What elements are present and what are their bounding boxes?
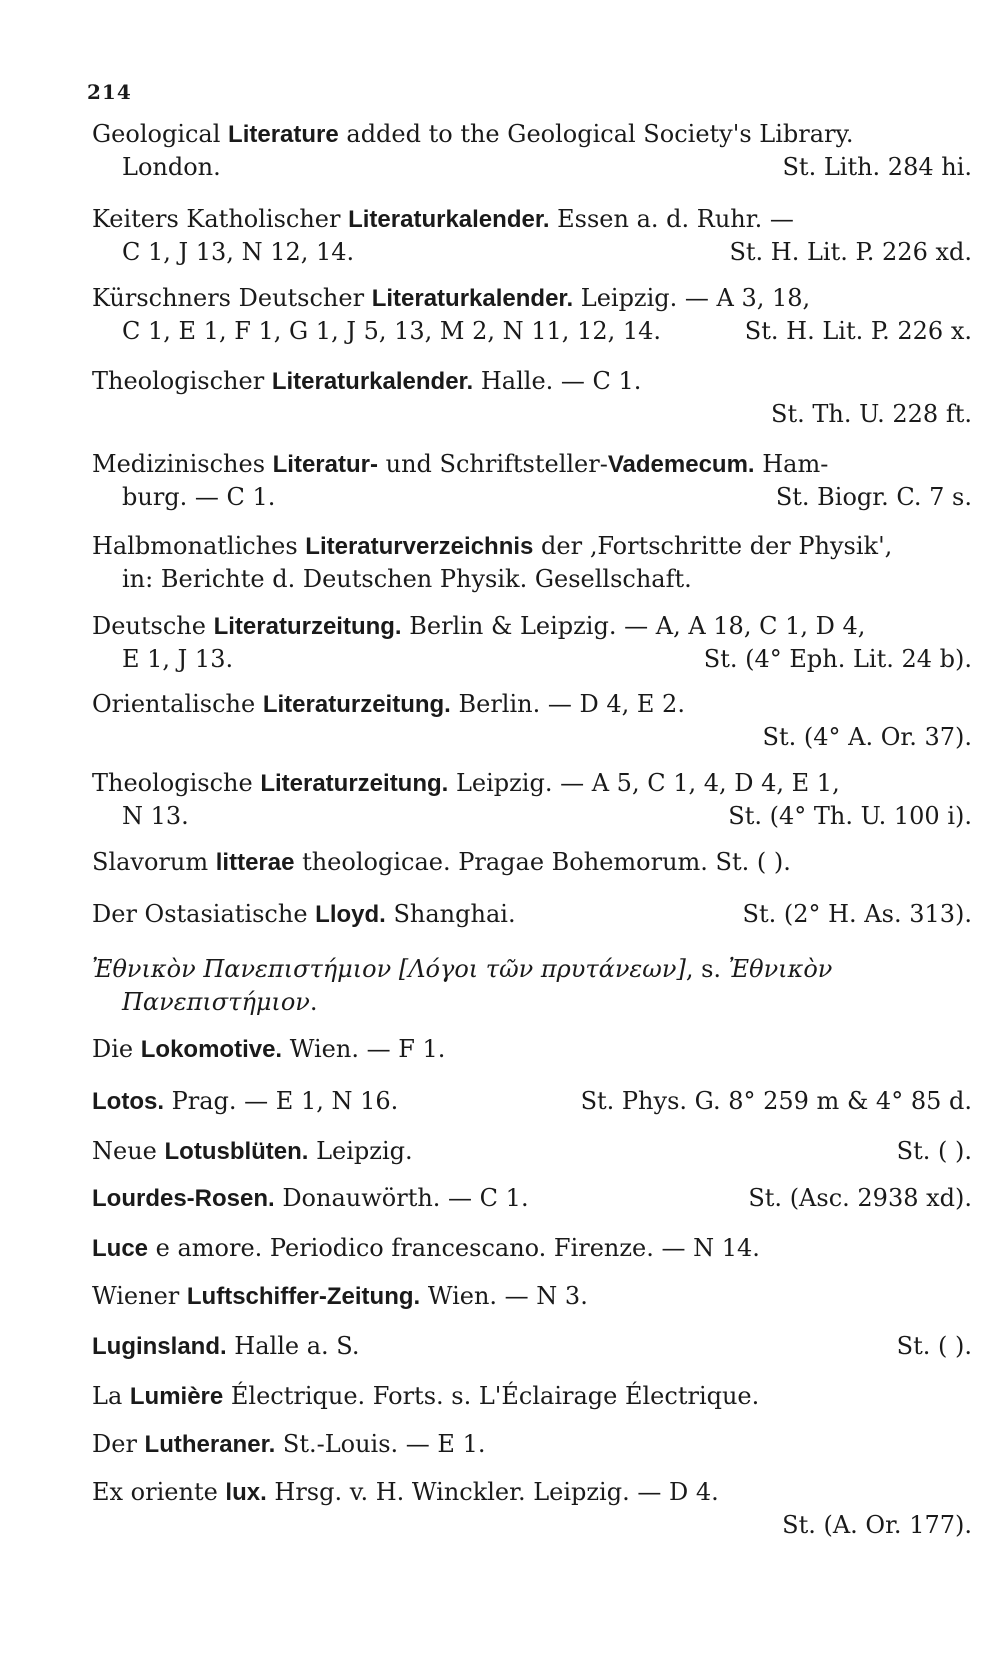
bibliography-entry: [92, 1476, 972, 1542]
entry-text: und Schriftsteller-: [377, 450, 608, 478]
bibliography-entry: [92, 767, 972, 833]
entry-text: der ‚Fortschritte der Physik',: [533, 532, 893, 560]
entry-first-line: [92, 203, 972, 236]
shelf-mark: St. ( ).: [896, 1137, 972, 1165]
entry-keyword: Literaturzeitung.: [213, 613, 402, 640]
entry-keyword: Lokomotive.: [140, 1036, 283, 1063]
entry-first-line: [92, 118, 972, 151]
entry-text: Neue: [92, 1137, 165, 1165]
entry-text: burg. — C 1.: [122, 483, 276, 511]
entry-text: theologicae. Pragae Bohemorum. St. ( ).: [294, 848, 791, 876]
shelf-mark: St. (4° A. Or. 37).: [762, 723, 972, 751]
entry-first-line: [92, 846, 972, 879]
shelf-mark: St. (Asc. 2938 xd).: [748, 1184, 972, 1212]
entry-text: Leipzig.: [308, 1137, 413, 1165]
entry-text: La: [92, 1382, 130, 1410]
entry-keyword: Lourdes-Rosen.: [92, 1185, 275, 1212]
entry-keyword: Literaturverzeichnis: [305, 533, 534, 560]
entry-keyword: Lotos.: [92, 1088, 164, 1115]
bibliography-entry: [92, 1330, 972, 1363]
entry-text: Wien. — F 1.: [282, 1035, 446, 1063]
entry-first-line: [92, 610, 972, 643]
entry-text: London.: [122, 153, 221, 181]
shelf-mark: St. Biogr. C. 7 s.: [775, 483, 972, 511]
entry-first-line: [92, 1232, 972, 1265]
shelf-mark: St. Phys. G. 8° 259 m & 4° 85 d.: [580, 1087, 972, 1115]
entry-keyword: Literaturzeitung.: [260, 770, 449, 797]
entry-continuation-line: [92, 800, 972, 833]
bibliography-entry: [92, 953, 972, 1019]
entry-text: Ham-: [754, 450, 829, 478]
bibliography-entry: [92, 846, 972, 879]
entry-text: Theologischer: [92, 367, 272, 395]
entry-text: Keiters Katholischer: [92, 205, 349, 233]
entry-text: Slavorum: [92, 848, 216, 876]
bibliography-entry: [92, 365, 972, 431]
shelf-mark: St. (A. Or. 177).: [782, 1511, 972, 1539]
entry-text: Halbmonatliches: [92, 532, 306, 560]
entry-continuation-line: [92, 563, 972, 596]
entry-text: Der: [92, 1430, 145, 1458]
entry-first-line: [92, 953, 972, 986]
entry-first-line: [92, 1033, 972, 1066]
entry-text: .: [309, 988, 318, 1016]
entry-text: Deutsche: [92, 612, 214, 640]
entry-continuation-line: [92, 721, 972, 754]
entry-continuation-line: [92, 398, 972, 431]
entry-first-line: [92, 1085, 972, 1118]
entry-continuation-line: [92, 315, 972, 348]
bibliography-entry: [92, 1135, 972, 1168]
entry-text: Électrique. Forts. s. L'Éclairage Électrique.: [223, 1382, 760, 1410]
entry-keyword: Literature: [228, 121, 339, 148]
entry-text: Donauwörth. — C 1.: [274, 1184, 529, 1212]
entry-text: Kürschners Deutscher: [92, 284, 372, 312]
shelf-mark: St. H. Lit. P. 226 xd.: [729, 238, 972, 266]
entry-first-line: [92, 448, 972, 481]
entry-text: Hrsg. v. H. Winckler. Leipzig. — D 4.: [266, 1478, 719, 1506]
entry-continuation-line: [92, 1509, 972, 1542]
entry-text: Leipzig. — A 5, C 1, 4, D 4, E 1,: [448, 769, 840, 797]
shelf-mark: St. Lith. 284 hi.: [782, 153, 972, 181]
bibliography-entry: [92, 1380, 972, 1413]
bibliography-entry: [92, 448, 972, 514]
shelf-mark: St. ( ).: [896, 1332, 972, 1360]
entry-keyword: Vademecum.: [607, 451, 755, 478]
shelf-mark: St. (4° Th. U. 100 i).: [728, 802, 972, 830]
entry-keyword: Literaturkalender.: [371, 285, 574, 312]
entry-keyword: Luce: [92, 1235, 149, 1262]
entry-text: Ex oriente: [92, 1478, 226, 1506]
entry-text: Wien. — N 3.: [420, 1282, 588, 1310]
bibliography-entry: [92, 282, 972, 348]
entry-first-line: [92, 530, 972, 563]
entry-first-line: [92, 898, 972, 931]
page-number: 214: [87, 80, 132, 104]
entry-text: , s.: [685, 955, 729, 983]
entry-keyword: Literaturkalender.: [348, 206, 550, 233]
entry-first-line: [92, 688, 972, 721]
bibliography-entry: [92, 118, 972, 184]
entry-text: E 1, J 13.: [122, 645, 234, 673]
entry-text: C 1, J 13, N 12, 14.: [122, 238, 355, 266]
entry-text: added to the Geological Society's Library.: [338, 120, 854, 148]
bibliography-entry: [92, 610, 972, 676]
entry-text: Shanghai.: [385, 900, 516, 928]
entry-keyword: Literaturzeitung.: [262, 691, 451, 718]
entry-first-line: [92, 365, 972, 398]
entry-greek-title: Ἐθνικὸν: [728, 955, 833, 983]
entry-text: Berlin & Leipzig. — A, A 18, C 1, D 4,: [401, 612, 866, 640]
entry-greek-title: Ἐθνικὸν Πανεπιστήμιον [Λόγοι τῶν πρυτάνεων]: [92, 955, 686, 983]
entry-text: Halle a. S.: [226, 1332, 360, 1360]
entry-keyword: Lutheraner.: [144, 1431, 276, 1458]
bibliography-entry: [92, 1033, 972, 1066]
entry-first-line: [92, 1380, 972, 1413]
entry-keyword: Lotusblüten.: [164, 1138, 309, 1165]
entry-continuation-line: [92, 236, 972, 269]
entry-keyword: Lumière: [129, 1383, 224, 1410]
entry-first-line: [92, 1182, 972, 1215]
entry-continuation-line: [92, 151, 972, 184]
entry-text: Wiener: [92, 1282, 187, 1310]
shelf-mark: St. (2° H. As. 313).: [742, 900, 972, 928]
entry-first-line: [92, 1280, 972, 1313]
entry-text: N 13.: [122, 802, 189, 830]
entry-first-line: [92, 767, 972, 800]
entry-text: Theologische: [92, 769, 261, 797]
entry-text: Geological: [92, 120, 229, 148]
entry-text: Leipzig. — A 3, 18,: [573, 284, 811, 312]
bibliography-entry: [92, 898, 972, 931]
bibliography-entry: [92, 1428, 972, 1461]
entry-text: St.-Louis. — E 1.: [275, 1430, 486, 1458]
entry-keyword: Literaturkalender.: [271, 368, 474, 395]
entry-text: Der Ostasiatische: [92, 900, 316, 928]
entry-text: Halle. — C 1.: [473, 367, 642, 395]
bibliography-entry: [92, 1280, 972, 1313]
entry-keyword: lux.: [225, 1479, 267, 1506]
entry-keyword: litterae: [215, 849, 295, 876]
entry-text: Medizinisches: [92, 450, 273, 478]
entry-keyword: Lloyd.: [315, 901, 386, 928]
shelf-mark: St. Th. U. 228 ft.: [771, 400, 972, 428]
entry-keyword: Luginsland.: [92, 1333, 227, 1360]
shelf-mark: St. (4° Eph. Lit. 24 b).: [703, 645, 972, 673]
bibliography-entry: [92, 530, 972, 596]
shelf-mark: St. H. Lit. P. 226 x.: [744, 317, 972, 345]
bibliography-entry: [92, 688, 972, 754]
entry-first-line: [92, 1330, 972, 1363]
entry-text: in: Berichte d. Deutschen Physik. Gesellschaft.: [122, 565, 692, 593]
entry-text: Orientalische: [92, 690, 263, 718]
entry-first-line: [92, 282, 972, 315]
entry-continuation-line: [92, 643, 972, 676]
entry-first-line: [92, 1135, 972, 1168]
bibliography-entry: [92, 1085, 972, 1118]
entry-first-line: [92, 1428, 972, 1461]
entry-text: C 1, E 1, F 1, G 1, J 5, 13, M 2, N 11, 12, 14.: [122, 317, 662, 345]
entry-text: Prag. — E 1, N 16.: [164, 1087, 399, 1115]
bibliography-entry: [92, 1232, 972, 1265]
bibliography-entry: [92, 203, 972, 269]
entry-keyword: Luftschiffer-Zeitung.: [186, 1283, 421, 1310]
entry-continuation-line: [92, 481, 972, 514]
entry-text: Berlin. — D 4, E 2.: [450, 690, 685, 718]
entry-text: Die: [92, 1035, 141, 1063]
entry-text: Essen a. d. Ruhr. —: [549, 205, 794, 233]
entry-continuation-line: [92, 986, 972, 1019]
entry-keyword: Literatur-: [272, 451, 378, 478]
entry-greek-title: Πανεπιστήμιον: [122, 988, 310, 1016]
entry-first-line: [92, 1476, 972, 1509]
entry-text: e amore. Periodico francescano. Firenze. — N 14.: [148, 1234, 760, 1262]
bibliography-entry: [92, 1182, 972, 1215]
